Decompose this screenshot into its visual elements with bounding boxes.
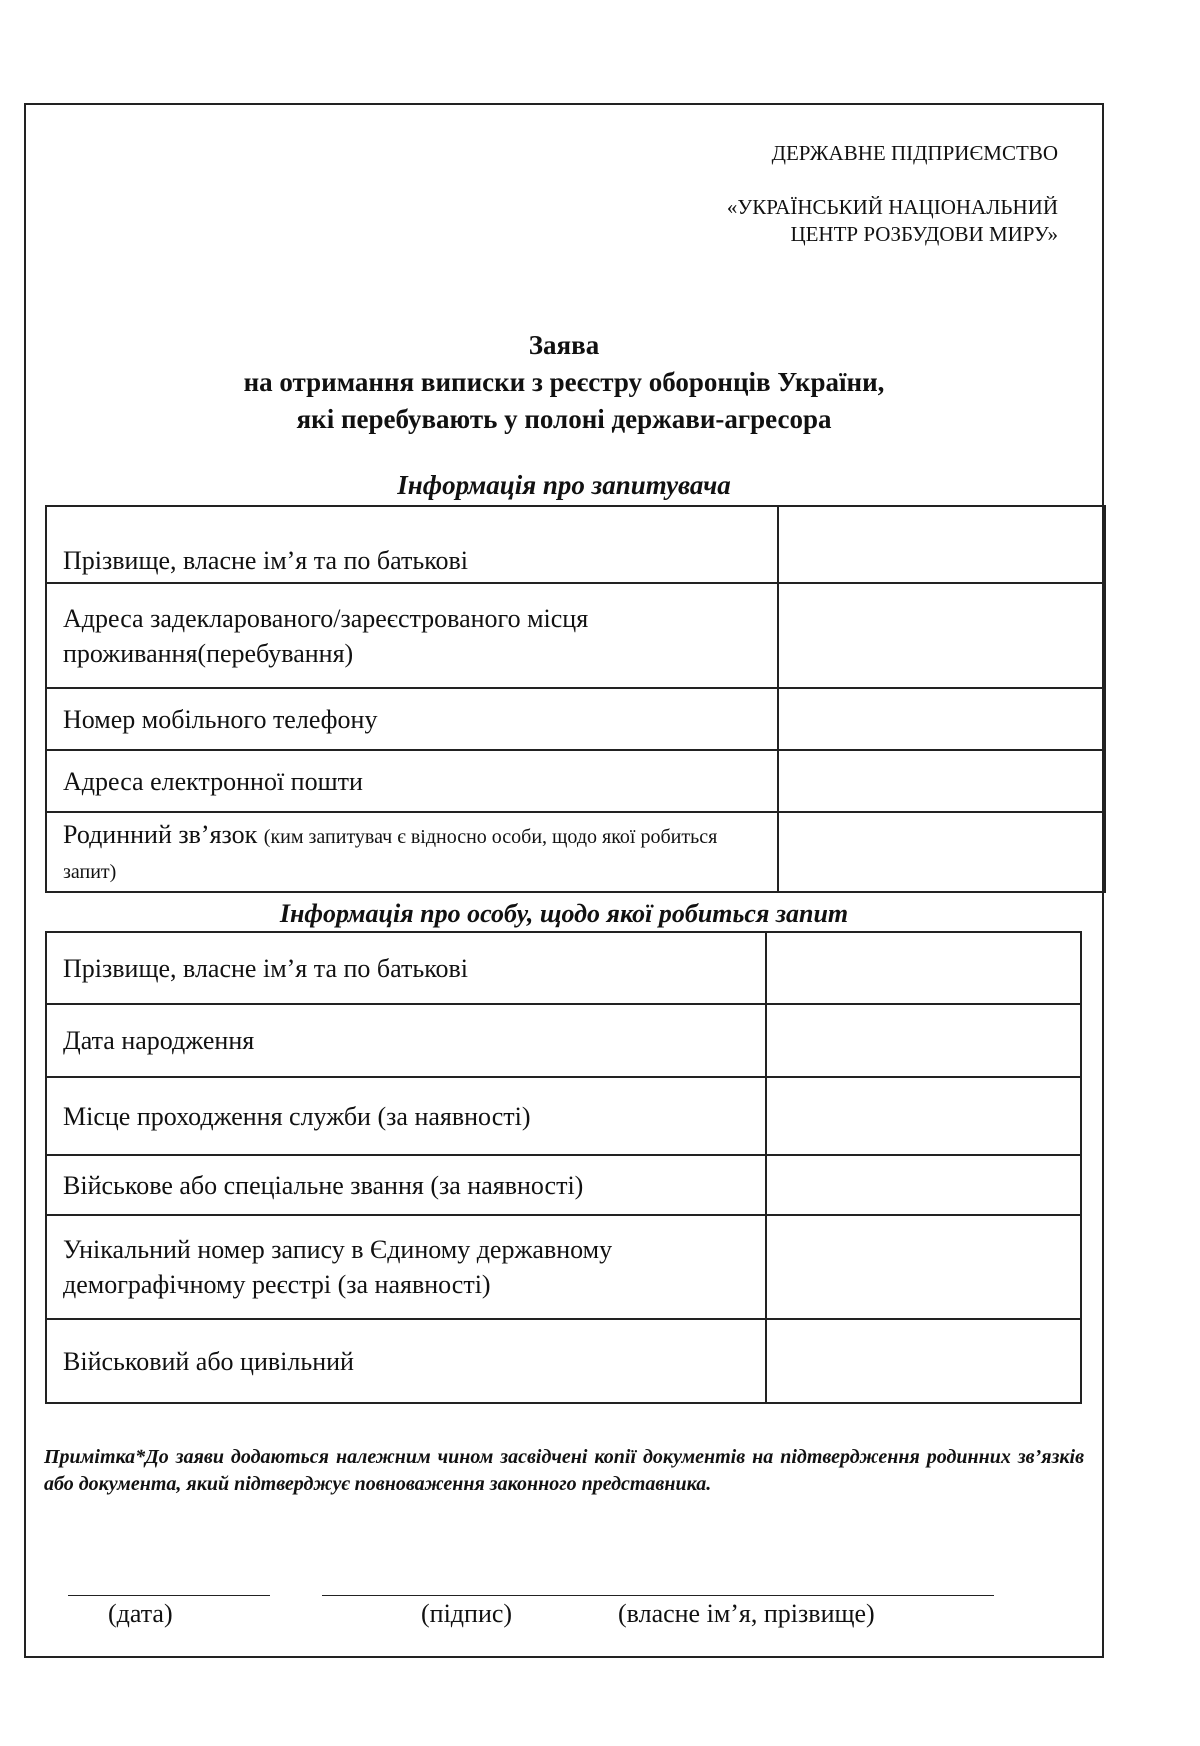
table-row [46, 1004, 1081, 1077]
requester-section-heading: Інформація про запитувача [397, 470, 731, 500]
table-row [46, 1319, 1081, 1403]
table-row [46, 812, 1105, 892]
rank-field[interactable] [766, 1155, 1081, 1215]
requester-table [45, 505, 1106, 893]
table-row [46, 1155, 1081, 1215]
table-row [46, 688, 1105, 750]
date-label: (дата) [108, 1599, 173, 1628]
date-line[interactable] [68, 1595, 270, 1596]
service-place-label: Місце проходження служби (за наявності) [46, 1077, 766, 1155]
military-or-civilian-field[interactable] [766, 1319, 1081, 1403]
addressee-line-3: ЦЕНТР РОЗБУДОВИ МИРУ» [790, 222, 1058, 246]
title-line-1: Заява [528, 330, 600, 360]
table-row [46, 750, 1105, 812]
signature-label: (підпис) [421, 1599, 513, 1628]
table-row [46, 932, 1081, 1004]
requester-phone-label: Номер мобільного телефону [46, 688, 778, 750]
birth-date-field[interactable] [766, 1004, 1081, 1077]
title-line-2: на отримання виписки з реєстру оборонців України, [243, 367, 885, 397]
relationship-sublabel: (ким запитувач є відносно особи, щодо якої робиться запит) [63, 826, 718, 883]
addressee-line-1: ДЕРЖАВНЕ ПІДПРИЄМСТВО [771, 141, 1058, 165]
person-section-heading: Інформація про особу, щодо якої робиться запит [279, 899, 849, 928]
person-table [45, 931, 1082, 1404]
document-title [24, 327, 1104, 438]
military-or-civilian-label: Військовий або цивільний [46, 1319, 766, 1403]
service-place-field[interactable] [766, 1077, 1081, 1155]
table-row [46, 506, 1105, 583]
requester-address-label: Адреса задекларованого/зареєстрованого місця проживання(перебування) [46, 583, 778, 688]
note-text: Примітка*До заяви додаються належним чином засвідчені копії документів на підтвердження родинних зв’язків або документа, який підтверджує повноваження законного представника. [44, 1446, 1084, 1495]
title-line-3: які перебувають у полоні держави-агресора [296, 404, 832, 434]
registry-number-label: Унікальний номер запису в Єдиному державному демографічному реєстрі (за наявності) [46, 1215, 766, 1319]
requester-email-field[interactable] [778, 750, 1105, 812]
birth-date-label: Дата народження [46, 1004, 766, 1077]
name-label: (власне ім’я, прізвище) [618, 1599, 875, 1628]
rank-label: Військове або спеціальне звання (за наявності) [46, 1155, 766, 1215]
requester-address-field[interactable] [778, 583, 1105, 688]
requester-full-name-label: Прізвище, власне ім’я та по батькові [46, 506, 778, 583]
requester-email-label: Адреса електронної пошти [46, 750, 778, 812]
table-row [46, 583, 1105, 688]
requester-phone-field[interactable] [778, 688, 1105, 750]
person-full-name-label: Прізвище, власне ім’я та по батькові [46, 932, 766, 1004]
relationship-field[interactable] [778, 812, 1105, 892]
relationship-label: Родинний зв’язок [63, 820, 258, 849]
requester-full-name-field[interactable] [778, 506, 1105, 583]
signature-name-line[interactable] [322, 1595, 994, 1596]
table-row [46, 1077, 1081, 1155]
addressee-line-2: «УКРАЇНСЬКИЙ НАЦІОНАЛЬНИЙ [726, 195, 1058, 219]
table-row [46, 1215, 1081, 1319]
registry-number-field[interactable] [766, 1215, 1081, 1319]
person-full-name-field[interactable] [766, 932, 1081, 1004]
relationship-label-cell [46, 812, 778, 892]
